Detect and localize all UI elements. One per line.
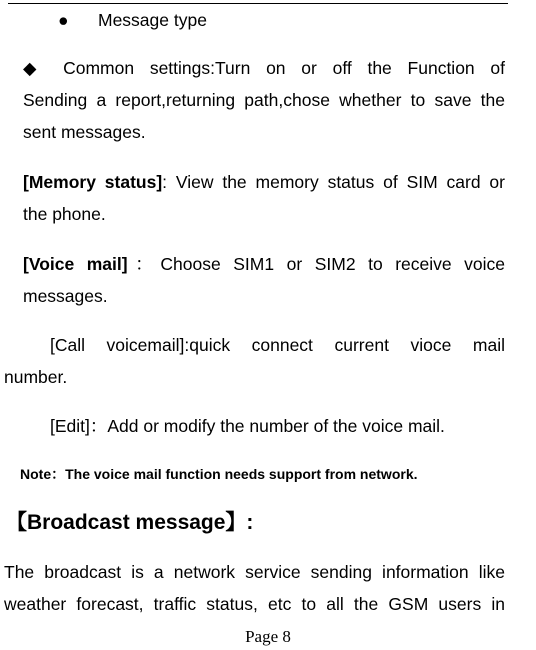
- call-voicemail-paragraph: [4, 329, 505, 393]
- broadcast-line-1: The broadcast is a network service sending information like: [4, 562, 505, 582]
- voice-mail-line-2: messages.: [23, 286, 108, 306]
- memory-status-label: [Memory status]: [23, 172, 163, 192]
- top-rule: [8, 3, 508, 4]
- memory-status-paragraph: [23, 166, 505, 230]
- page-number: Page 8: [245, 627, 291, 646]
- voice-mail-label: [Voice mail]: [23, 254, 128, 274]
- memory-status-line-1: [23, 166, 505, 198]
- memory-status-line-2: the phone.: [23, 204, 106, 224]
- broadcast-line-2: weather forecast, traffic status, etc to all the GSM users in: [4, 594, 505, 614]
- broadcast-paragraph: [4, 556, 505, 620]
- bullet-dot-icon: ●: [58, 10, 69, 30]
- edit-line: [Edit]：Add or modify the number of the voice mail.: [50, 416, 445, 436]
- common-settings-line-1: ◆ Common settings:Turn on or off the Function of: [23, 58, 505, 78]
- common-settings-line-2: Sending a report,returning path,chose whether to save the: [23, 90, 505, 110]
- call-voicemail-line-1: [Call voicemail]:quick connect current vioce mail: [50, 335, 505, 355]
- bullet-item-message-type: [58, 5, 207, 35]
- call-voicemail-line-2: number.: [4, 367, 68, 387]
- memory-status-text: : View the memory status of SIM card or: [162, 172, 505, 192]
- network-note: Note：The voice mail function needs support from network.: [20, 466, 418, 482]
- common-settings-line-3: sent messages.: [23, 122, 146, 142]
- bullet-text: Message type: [98, 10, 207, 30]
- edit-paragraph: [50, 410, 445, 442]
- voice-mail-paragraph: [23, 248, 505, 312]
- broadcast-message-heading: 【Broadcast message】:: [6, 511, 254, 534]
- voice-mail-text: ：Choose SIM1 or SIM2 to receive voice: [127, 254, 505, 274]
- voice-mail-line-1: [23, 248, 505, 280]
- common-settings-paragraph: [23, 52, 505, 148]
